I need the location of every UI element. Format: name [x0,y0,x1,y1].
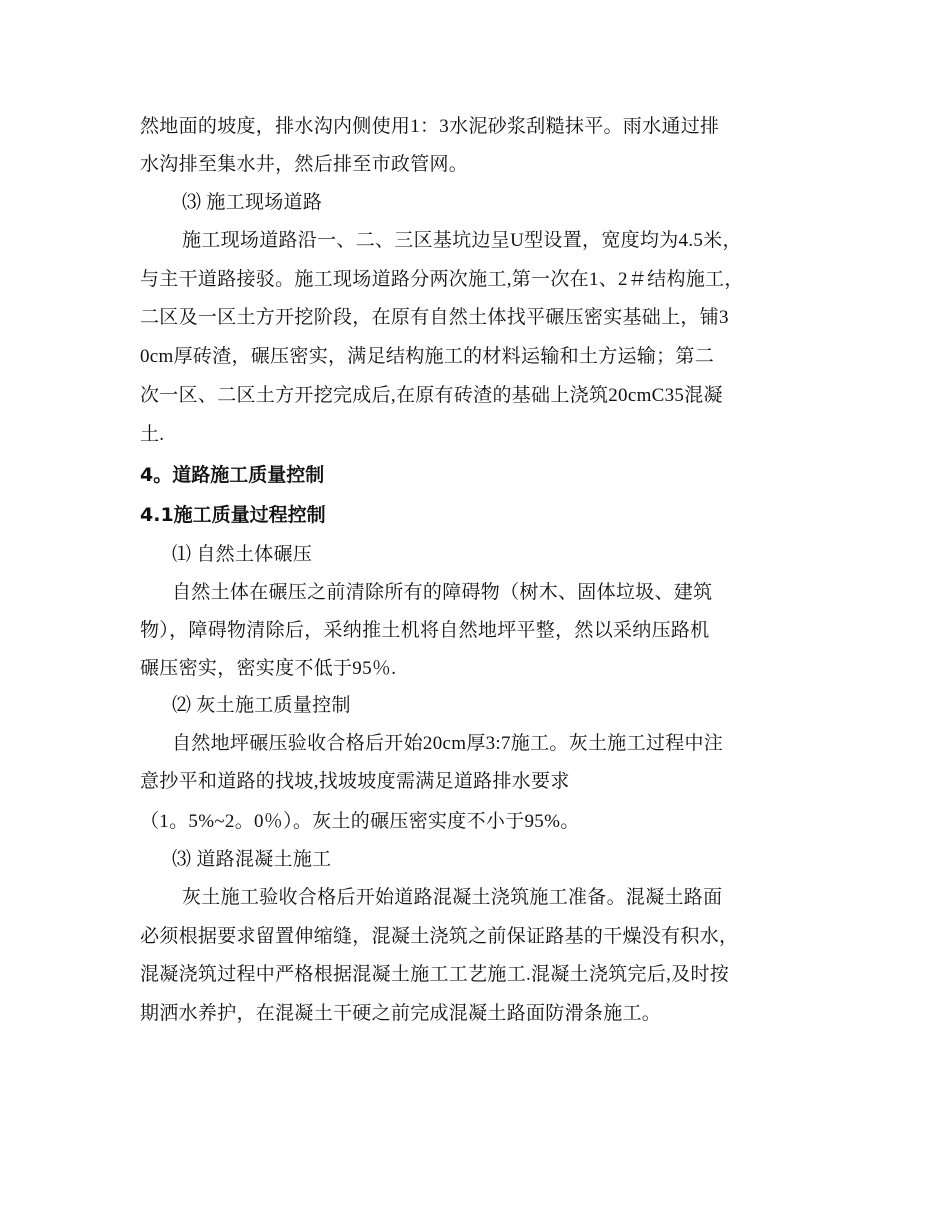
paragraph-line: 与主干道路接驳。施工现场道路分两次施工,第一次在1、2＃结构施工， [140,269,744,290]
subsection-heading: ⑴ 自然土体碾压 [172,544,313,565]
subsection-title: 4.1施工质量过程控制 [140,504,326,526]
paragraph-line: 然地面的坡度，排水沟内侧使用1：3水泥砂浆刮糙抹平。雨水通过排 [140,116,720,137]
paragraph-line: 土. [140,424,165,445]
subsection-heading: ⑶ 施工现场道路 [182,192,323,213]
paragraph-line: 灰土施工验收合格后开始道路混凝土浇筑施工准备。混凝土路面 [182,887,723,908]
paragraph-line: 意抄平和道路的找坡,找坡坡度需满足道路排水要求 [140,771,570,792]
paragraph-line: 0cm厚砖渣，碾压密实，满足结构施工的材料运输和土方运输；第二 [140,346,715,367]
section-heading: 4。道路施工质量控制 [140,464,325,486]
subsection-heading: ⑵ 灰土施工质量控制 [172,695,351,716]
subsection-heading: ⑶ 道路混凝土施工 [172,849,332,870]
paragraph-line: 次一区、二区土方开挖完成后,在原有砖渣的基础上浇筑20cmC35混凝 [140,385,723,406]
paragraph-line: 二区及一区土方开挖阶段，在原有自然土体找平碾压密实基础上，铺3 [140,307,729,328]
paragraph-line: 自然地坪碾压验收合格后开始20cm厚3:7施工。灰土施工过程中注 [172,733,724,754]
paragraph-line: 碾压密实，密实度不低于95％. [140,658,397,679]
paragraph-line: 物），障碍物清除后，采纳推土机将自然地坪平整，然以采纳压路机 [140,620,710,641]
paragraph-line: 自然土体在碾压之前清除所有的障碍物（树木、固体垃圾、建筑 [172,582,713,603]
paragraph-line: 必须根据要求留置伸缩缝，混凝土浇筑之前保证路基的干燥没有积水， [140,926,739,947]
paragraph-line: 水沟排至集水井，然后排至市政管网。 [140,154,469,175]
paragraph-line: 混凝浇筑过程中严格根据混凝土施工工艺施工.混凝土浇筑完后,及时按 [140,964,730,985]
paragraph-line: 期洒水养护，在混凝土干硬之前完成混凝土路面防滑条施工。 [140,1003,662,1024]
paragraph-line: （1。5%~2。0％）。灰土的碾压密实度不小于95%。 [140,811,580,832]
paragraph-line: 施工现场道路沿一、二、三区基坑边呈U型设置，宽度均为4.5米， [182,230,742,251]
